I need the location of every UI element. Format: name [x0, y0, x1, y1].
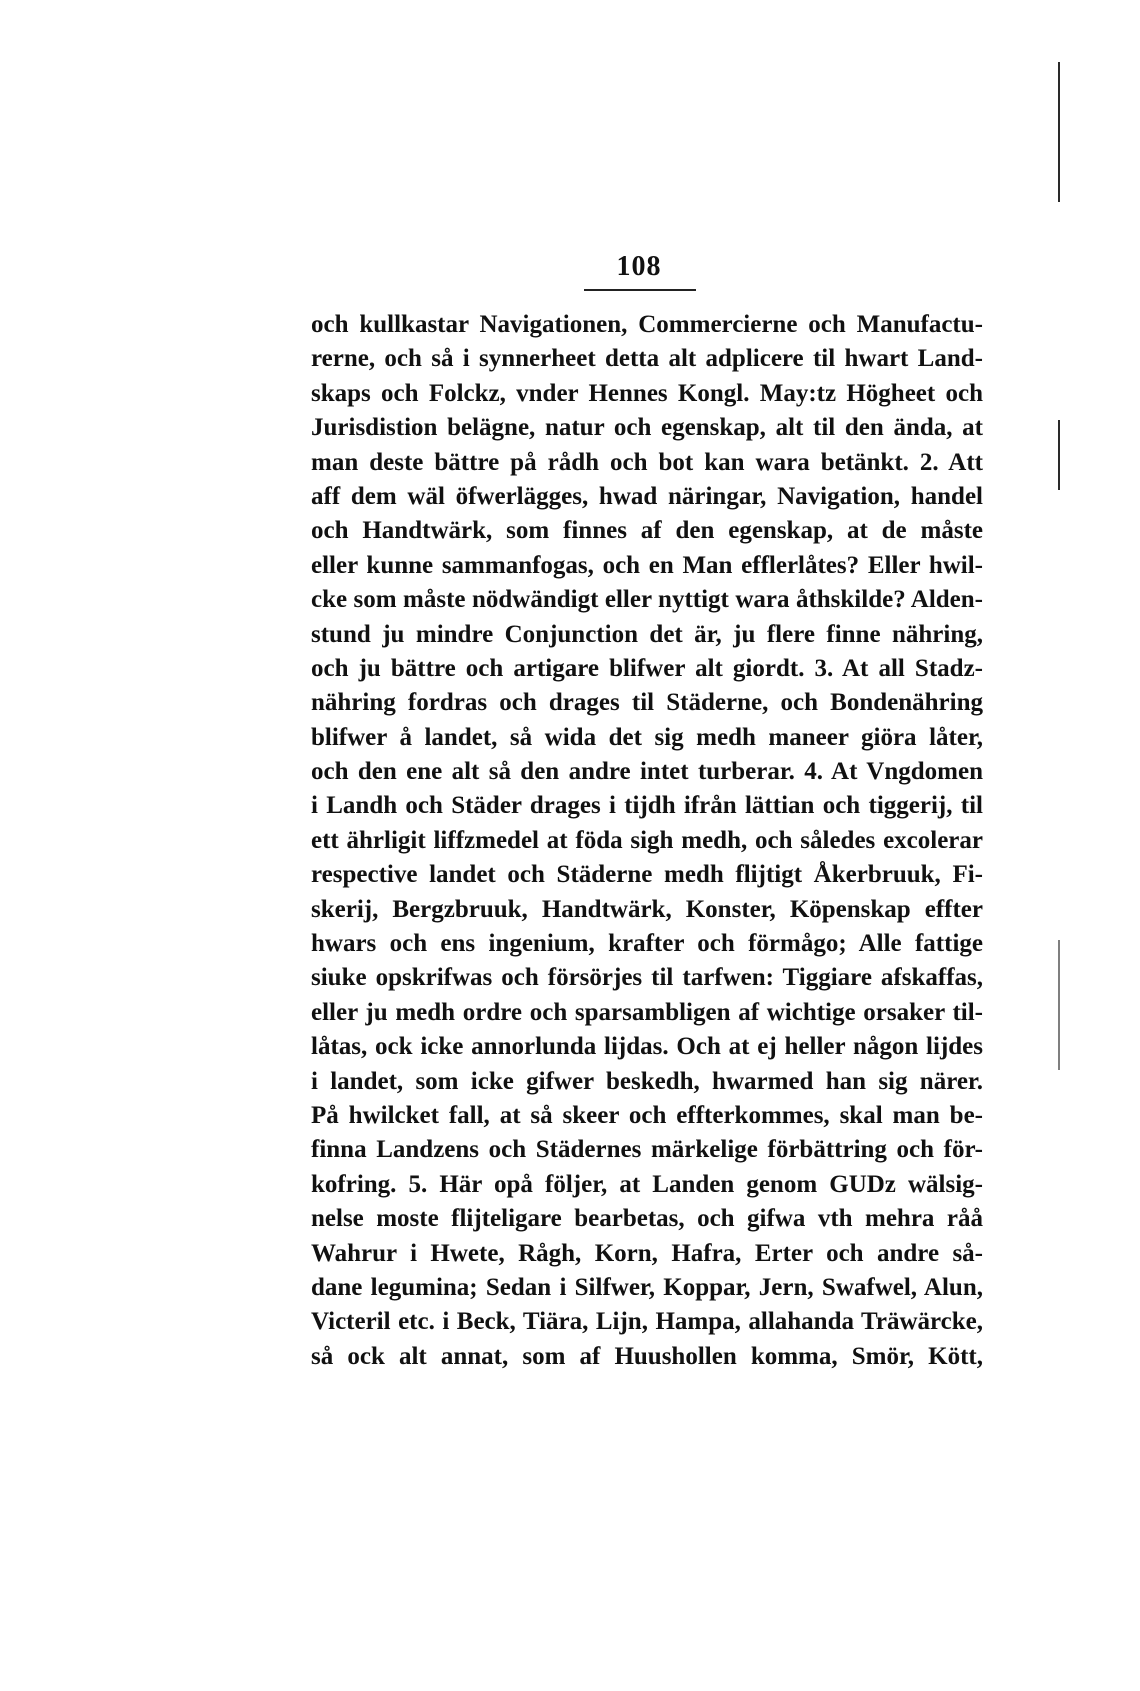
text-line: finna Landzens och Städernes märkelige förbättring och för-	[311, 1136, 983, 1164]
text-line: i landet, som icke gifwer beskedh, hwarmed han sig närer.	[311, 1067, 983, 1095]
text-line: skaps och Folckz, vnder Hennes Kongl. May:tz Högheet och	[311, 379, 983, 407]
text-line: cke som måste nödwändigt eller nyttigt wara åthskilde? Alden-	[311, 586, 983, 614]
page-number-rule	[584, 289, 696, 291]
text-line: kofring. 5. Här opå följer, at Landen genom GUDz wälsig-	[311, 1170, 983, 1198]
text-line: låtas, ock icke annorlunda lijdas. Och at ej heller någon lijdes	[311, 1033, 983, 1061]
text-line: blifwer å landet, så wida det sig medh maneer giöra låter,	[311, 723, 983, 751]
text-line: rerne, och så i synnerheet detta alt adplicere til hwart Land-	[311, 345, 983, 373]
text-line: hwars och ens ingenium, krafter och förmågo; Alle fattige	[311, 930, 983, 958]
text-line: man deste bättre på rådh och bot kan wara betänkt. 2. Att	[311, 448, 983, 476]
text-line: och den ene alt så den andre intet turberar. 4. At Vngdomen	[311, 758, 983, 786]
text-line: siuke opskrifwas och försörjes til tarfwen: Tiggiare afskaffas,	[311, 964, 983, 992]
text-line: skerij, Bergzbruuk, Handtwärk, Konster, Köpenskap effter	[311, 895, 983, 923]
text-line: eller kunne sammanfogas, och en Man efflerlåtes? Eller hwil-	[311, 551, 983, 579]
text-line: ett ährligit liffzmedel at föda sigh medh, och således excolerar	[311, 826, 983, 854]
page-number: 108	[616, 251, 662, 282]
text-line: På hwilcket fall, at så skeer och effterkommes, skal man be-	[311, 1101, 983, 1129]
text-line: eller ju medh ordre och sparsambligen af wichtige orsaker til-	[311, 998, 983, 1026]
text-line: och ju bättre och artigare blifwer alt giordt. 3. At all Stadz-	[311, 654, 983, 682]
scan-margin-line-middle	[1058, 420, 1060, 490]
page-body-text	[311, 308, 983, 1374]
scan-margin-line-top	[1058, 62, 1060, 202]
text-line: Jurisdistion belägne, natur och egenskap, alt til den ända, at	[311, 414, 983, 442]
text-line: i Landh och Städer drages i tijdh ifrån lättian och tiggerij, til	[311, 792, 983, 820]
text-line: Wahrur i Hwete, Rågh, Korn, Hafra, Erter och andre så-	[311, 1239, 983, 1267]
text-line: så ock alt annat, som af Huushollen komma, Smör, Kött,	[311, 1342, 983, 1370]
text-line: Victeril etc. i Beck, Tiära, Lijn, Hampa, allahanda Träwärcke,	[311, 1308, 983, 1336]
text-line: nähring fordras och drages til Städerne, och Bondenähring	[311, 689, 983, 717]
text-line: och kullkastar Navigationen, Commercierne och Manufactu-	[311, 311, 983, 338]
scan-margin-line-lower	[1058, 940, 1060, 1070]
text-line: stund ju mindre Conjunction det är, ju flere finne nähring,	[311, 620, 983, 648]
text-line: aff dem wäl öfwerlägges, hwad näringar, Navigation, handel	[311, 482, 983, 510]
text-line: respective landet och Städerne medh flijtigt Åkerbruuk, Fi-	[311, 861, 983, 889]
text-line: och Handtwärk, som finnes af den egenskap, at de måste	[311, 517, 983, 545]
text-line: dane legumina; Sedan i Silfwer, Koppar, Jern, Swafwel, Alun,	[311, 1273, 983, 1301]
text-line: nelse moste flijteligare bearbetas, och gifwa vth mehra råå	[311, 1205, 983, 1233]
